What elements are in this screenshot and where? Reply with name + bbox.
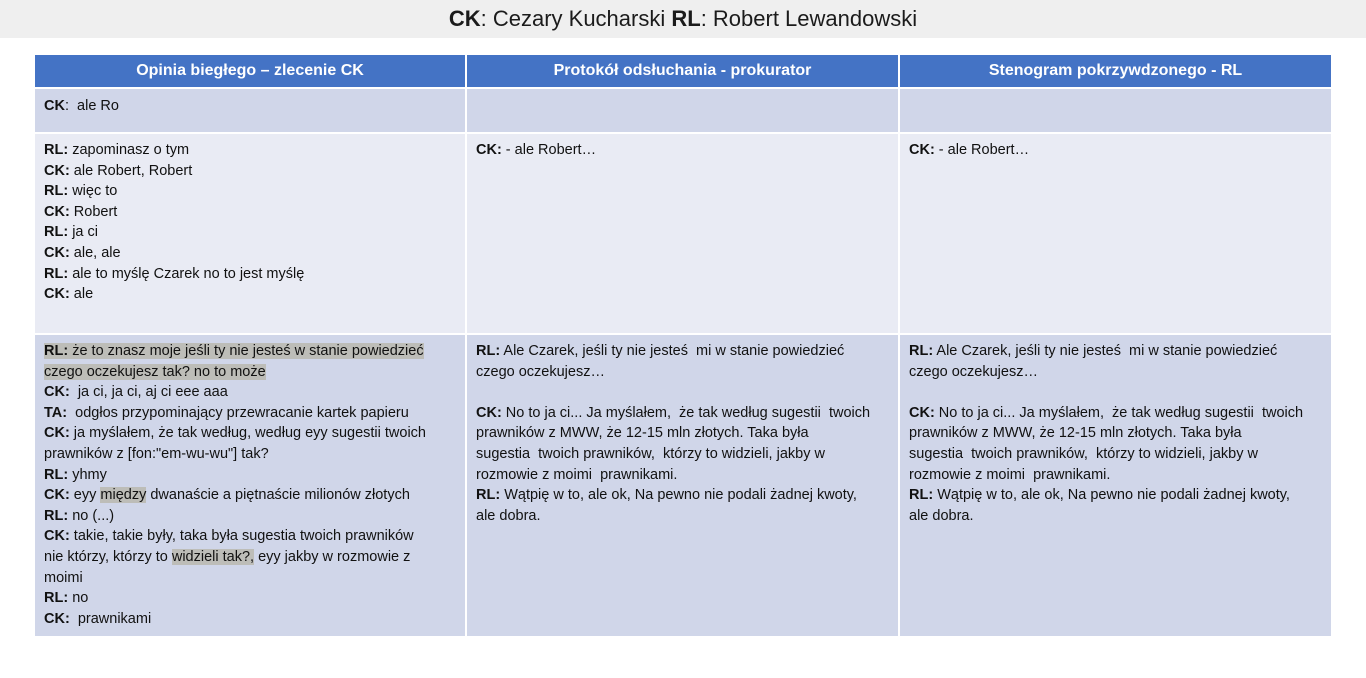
utterance-text: yhmy <box>68 466 107 483</box>
utterance-text: ale to myślę Czarek no to jest myślę <box>68 265 305 282</box>
transcript-line <box>44 140 456 161</box>
highlighted-text: między <box>100 487 147 504</box>
speaker-label: CK: <box>476 142 502 158</box>
speaker-label: RL: <box>44 590 69 607</box>
transcript-line <box>44 568 456 589</box>
utterance-text: prawników z MWW, że 12-15 mln złotych. Taka była <box>476 425 809 442</box>
transcript-line <box>44 444 456 465</box>
utterance-text: no (...) <box>68 507 115 524</box>
line-spacer <box>476 382 889 403</box>
title-ck-name: : Cezary Kucharski <box>480 6 672 31</box>
transcript-line <box>476 444 889 465</box>
utterance-text: czego oczekujesz… <box>476 363 605 380</box>
table-cell <box>466 88 899 133</box>
transcript-line <box>476 465 889 486</box>
speaker-label: CK <box>44 98 65 114</box>
utterance-text: odgłos przypominający przewracanie kartek papieru <box>67 404 409 421</box>
speaker-label: RL: <box>476 487 501 504</box>
speaker-label: CK: <box>44 203 70 220</box>
transcript-line <box>909 506 1322 527</box>
utterance-text: dwanaście a piętnaście milionów złotych <box>146 487 410 504</box>
column-header-protokol: Protokół odsłuchania - prokurator <box>466 55 899 88</box>
utterance-text: ja ci, ja ci, aj ci eee aaa <box>69 384 228 401</box>
highlighted-text: widzieli tak?, <box>171 548 255 565</box>
speaker-label: CK: <box>44 610 70 627</box>
transcript-line <box>44 403 456 424</box>
utterance-text: nie którzy, którzy to <box>44 548 172 565</box>
title-rl-abbr: RL <box>671 6 701 31</box>
speaker-label: CK: <box>44 286 70 303</box>
speaker-label: RL: <box>909 487 934 504</box>
page-title <box>0 0 1366 38</box>
transcript-line <box>44 526 456 547</box>
comparison-table <box>35 55 1331 636</box>
speaker-label: RL: <box>476 343 501 359</box>
utterance-text: sugestia twoich prawników, którzy to widzieli, jakby w <box>476 445 825 462</box>
transcript-line <box>44 465 456 486</box>
header-row <box>35 55 1331 88</box>
transcript-line <box>476 140 889 161</box>
table-cell <box>35 133 466 334</box>
transcript-line <box>44 96 456 117</box>
transcript-line <box>909 423 1322 444</box>
transcript-line <box>44 362 456 383</box>
utterance-text: - ale Robert… <box>934 142 1030 158</box>
speaker-label: CK: <box>44 162 70 179</box>
transcript-line <box>909 362 1322 383</box>
speaker-label: RL: <box>44 224 69 241</box>
column-header-opinia: Opinia biegłego – zlecenie CK <box>35 55 466 88</box>
utterance-text: Wątpię w to, ale ok, Na pewno nie podali żadnej kwoty, <box>500 487 857 504</box>
utterance-text: eyy <box>69 487 101 504</box>
line-spacer <box>909 382 1322 403</box>
transcript-line <box>909 341 1322 362</box>
utterance-text: No to ja ci... Ja myślałem, że tak według sugestii twoich <box>501 404 871 421</box>
utterance-text: eyy jakby w rozmowie z <box>254 548 411 565</box>
utterance-text: - ale Robert… <box>501 142 597 158</box>
transcript-line <box>909 140 1322 161</box>
speaker-label: RL: <box>909 343 934 359</box>
speaker-label: RL: <box>44 183 69 200</box>
table-cell <box>35 334 466 636</box>
transcript-line <box>909 403 1322 424</box>
transcript-line <box>44 506 456 527</box>
table-cell <box>899 88 1331 133</box>
title-rl-name: : Robert Lewandowski <box>700 6 918 31</box>
transcript-line <box>44 588 456 609</box>
speaker-label: CK: <box>44 384 70 401</box>
utterance-text: no <box>68 590 89 607</box>
transcript-line <box>44 264 456 285</box>
speaker-label: CK: <box>44 425 70 442</box>
utterance-text: sugestia twoich prawników, którzy to widzieli, jakby w <box>909 445 1258 462</box>
speaker-label: CK: <box>476 404 502 421</box>
utterance-text: ale Robert, Robert <box>69 162 193 179</box>
utterance-text: czego oczekujesz tak? no to może <box>44 363 266 380</box>
column-header-stenogram: Stenogram pokrzywdzonego - RL <box>899 55 1331 88</box>
transcript-line <box>44 341 456 362</box>
table-cell <box>899 133 1331 334</box>
transcript-line <box>909 444 1322 465</box>
speaker-label: TA: <box>44 404 68 421</box>
transcript-line <box>909 485 1322 506</box>
speaker-label: RL: <box>44 142 69 158</box>
table-cell <box>466 334 899 636</box>
transcript-line <box>44 609 456 630</box>
transcript-line <box>44 161 456 182</box>
transcript-line <box>476 423 889 444</box>
table-cell <box>899 334 1331 636</box>
speaker-label: RL: <box>44 466 69 483</box>
transcript-line <box>44 243 456 264</box>
transcript-line <box>44 181 456 202</box>
transcript-line <box>44 202 456 223</box>
utterance-text: prawników z [fon:"em-wu-wu"] tak? <box>44 445 269 462</box>
speaker-label: RL: <box>44 507 69 524</box>
utterance-text: rozmowie z moimi prawnikami. <box>476 466 678 483</box>
speaker-label: CK: <box>44 528 70 545</box>
utterance-text: prawnikami <box>69 610 152 627</box>
table-row <box>35 334 1331 636</box>
speaker-label: CK: <box>44 244 70 261</box>
utterance-text: zapominasz o tym <box>68 142 190 158</box>
transcript-line <box>44 547 456 568</box>
utterance-text: Wątpię w to, ale ok, Na pewno nie podali żadnej kwoty, <box>933 487 1290 504</box>
utterance-text: prawników z MWW, że 12-15 mln złotych. Taka była <box>909 425 1242 442</box>
transcript-line <box>476 506 889 527</box>
utterance-text: ale dobra. <box>476 507 541 524</box>
utterance-text: rozmowie z moimi prawnikami. <box>909 466 1111 483</box>
table-cell <box>466 133 899 334</box>
utterance-text: Robert <box>69 203 118 220</box>
utterance-text: moimi <box>44 569 83 586</box>
transcript-line <box>476 485 889 506</box>
utterance-text: takie, takie były, taka była sugestia twoich prawników <box>69 528 414 545</box>
transcript-line <box>909 465 1322 486</box>
speaker-label: CK: <box>44 487 70 504</box>
utterance-text: Ale Czarek, jeśli ty nie jesteś mi w stanie powiedzieć <box>933 343 1278 359</box>
speaker-label: CK: <box>909 404 935 421</box>
table-cell <box>35 88 466 133</box>
utterance-text: czego oczekujesz… <box>909 363 1038 380</box>
title-ck-abbr: CK <box>448 6 481 31</box>
transcript-line <box>44 423 456 444</box>
utterance-text: ale, ale <box>69 244 121 261</box>
transcript-line <box>44 485 456 506</box>
utterance-text: że to znasz moje jeśli ty nie jesteś w stanie powiedzieć <box>68 343 424 359</box>
transcript-line <box>44 382 456 403</box>
utterance-text: Ale Czarek, jeśli ty nie jesteś mi w stanie powiedzieć <box>500 343 845 359</box>
table-row <box>35 133 1331 334</box>
transcript-line <box>44 284 456 305</box>
utterance-text: więc to <box>68 183 118 200</box>
utterance-text: ja myślałem, że tak według, według eyy sugestii twoich <box>69 425 426 442</box>
transcript-line <box>476 403 889 424</box>
speaker-label: RL: <box>44 343 69 359</box>
transcript-line <box>44 222 456 243</box>
speaker-label: CK: <box>909 142 935 158</box>
utterance-text: ale dobra. <box>909 507 974 524</box>
transcript-line <box>476 341 889 362</box>
utterance-text: No to ja ci... Ja myślałem, że tak według sugestii twoich <box>934 404 1304 421</box>
utterance-text: ja ci <box>68 224 98 241</box>
transcript-line <box>476 362 889 383</box>
utterance-text: ale <box>69 286 94 303</box>
utterance-text: : ale Ro <box>64 98 119 114</box>
speaker-label: RL: <box>44 265 69 282</box>
table-row <box>35 88 1331 133</box>
